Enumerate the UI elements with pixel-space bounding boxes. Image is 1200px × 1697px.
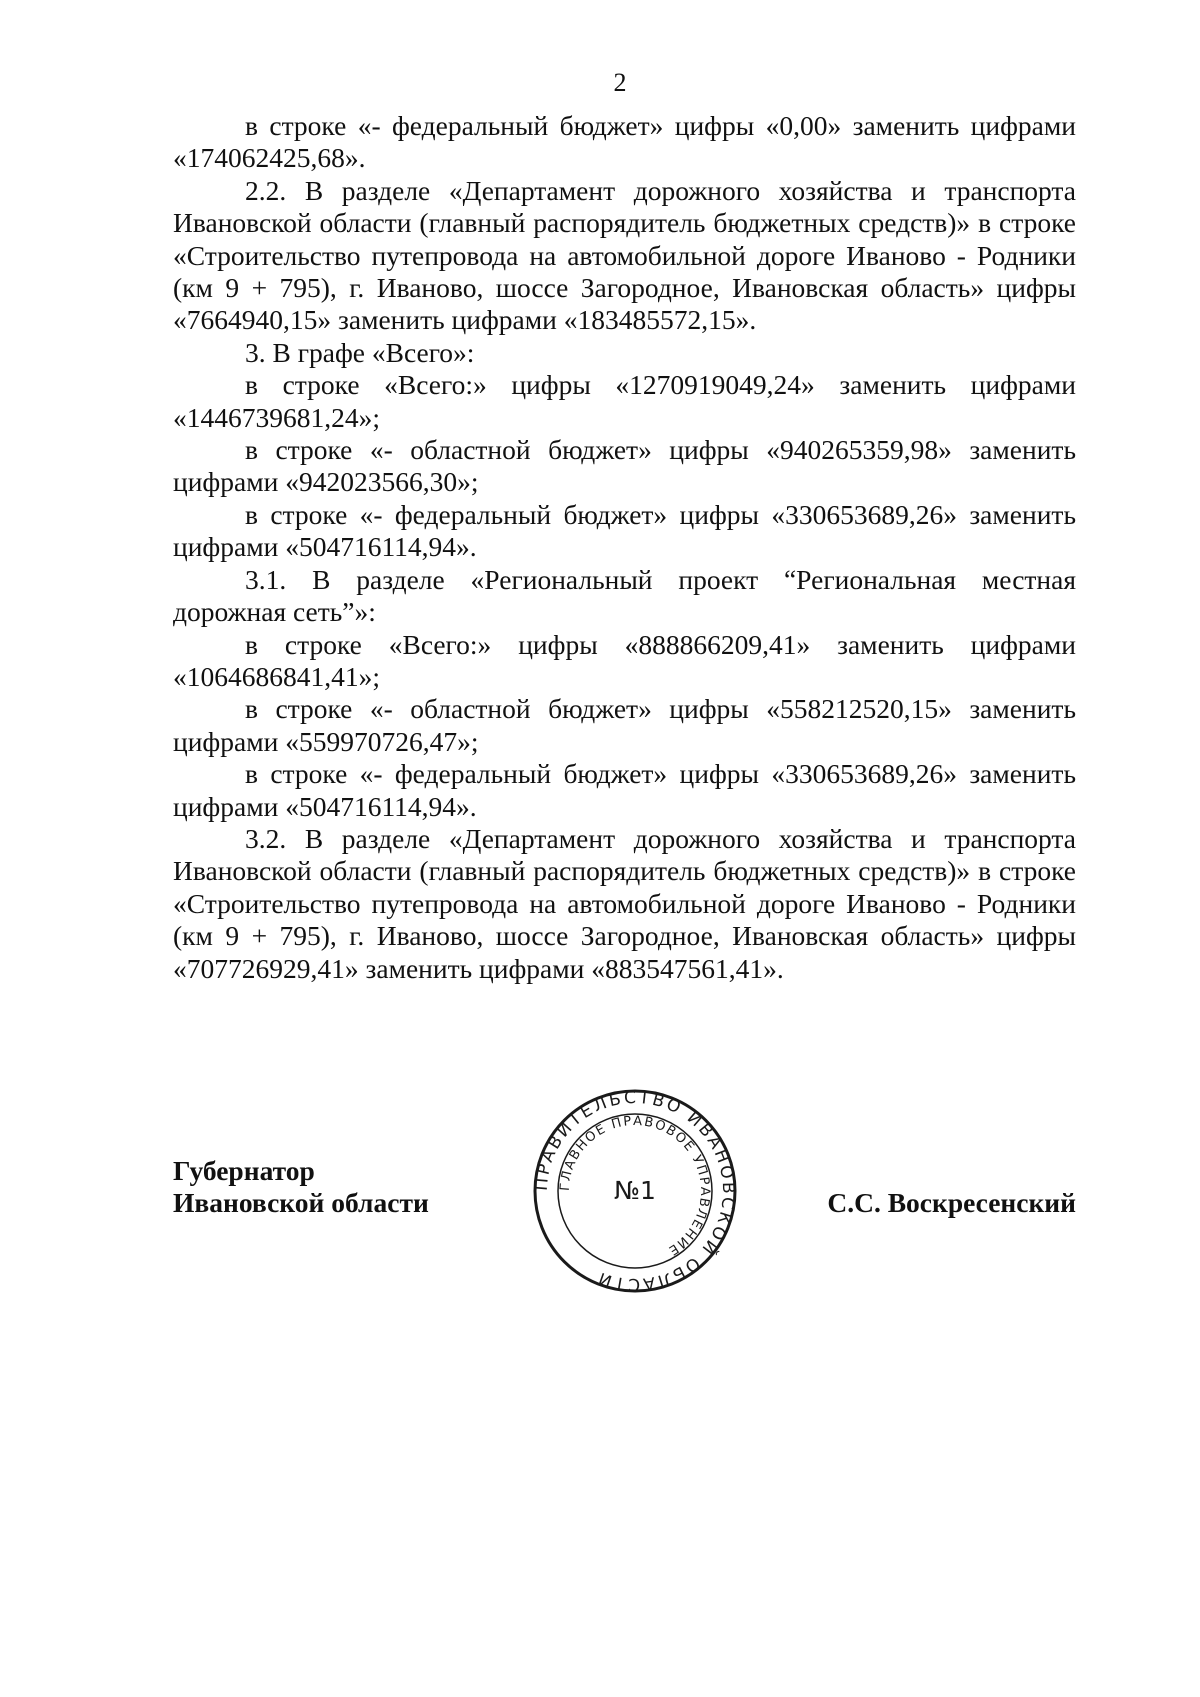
official-stamp [532, 1088, 738, 1294]
paragraph: в строке «- областной бюджет» цифры «940265359,98» заменить цифрами «942023566,30»; [173, 434, 1076, 498]
page-number: 2 [613, 68, 627, 97]
signer-name: С.С. Воскресенский [827, 1187, 1076, 1218]
paragraph: 2.2. В разделе «Департамент дорожного хозяйства и транспорта Ивановской области (главный распорядитель бюджетных средств)» в строке «Строительство путепровода на автомобильной дороге Иваново - Родники (км 9 + 795), г. Иваново, шоссе Загородное, Ивановская область» цифры «7664940,15» заменить цифрами «183485572,15». [173, 174, 1076, 336]
stamp-outer-text: ПРАВИТЕЛЬСТВО ИВАНОВСКОЙ ОБЛАСТИ [532, 1088, 738, 1294]
paragraph: в строке «- федеральный бюджет» цифры «330653689,26» заменить цифрами «504716114,94». [173, 758, 1076, 822]
signer-position [173, 1155, 429, 1220]
document-body [173, 110, 1076, 985]
paragraph: в строке «- федеральный бюджет» цифры «330653689,26» заменить цифрами «504716114,94». [173, 498, 1076, 563]
paragraph: 3.2. В разделе «Департамент дорожного хозяйства и транспорта Ивановской области (главный распорядитель бюджетных средств)» в строке «Строительство путепровода на автомобильной дороге Иваново - Родники (км 9 + 795), г. Иваново, шоссе Загородное, Ивановская область» цифры «707726929,41» заменить цифрами «883547561,41». [173, 822, 1076, 984]
paragraph: в строке «- федеральный бюджет» цифры «0,00» заменить цифрами «174062425,68». [173, 110, 1076, 174]
stamp-inner-text: ГЛАВНОЕ ПРАВОВОЕ УПРАВЛЕНИЕ [557, 1113, 713, 1259]
signer-position-line2: Ивановской области [173, 1187, 429, 1219]
paragraph: в строке «- областной бюджет» цифры «558212520,15» заменить цифрами «559970726,47»; [173, 693, 1076, 757]
stamp-number: №1 [614, 1176, 656, 1205]
paragraph: в строке «Всего:» цифры «1270919049,24» заменить цифрами «1446739681,24»; [173, 369, 1076, 433]
signer-position-line1: Губернатор [173, 1155, 315, 1186]
paragraph: 3. В графе «Всего»: [245, 336, 475, 368]
paragraph: в строке «Всего:» цифры «888866209,41» заменить цифрами «1064686841,41»; [173, 628, 1076, 692]
paragraph: 3.1. В разделе «Региональный проект “Региональная местная дорожная сеть”»: [173, 563, 1076, 628]
